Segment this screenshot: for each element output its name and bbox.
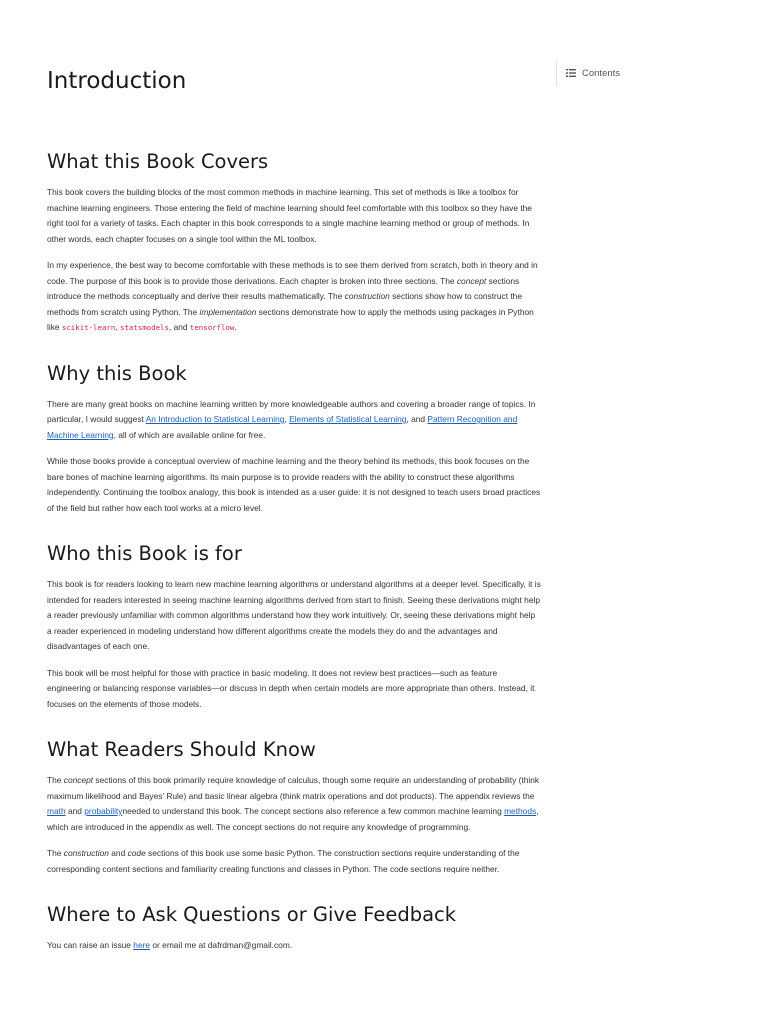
methods-link[interactable]: methods [504, 806, 537, 816]
scikit-learn-code: scikit-learn [61, 323, 116, 332]
construction-term: construction [344, 291, 390, 301]
tensorflow-code: tensorflow [189, 323, 235, 332]
covers-paragraph-2: In my experience, the best way to become comfortable with these methods is to see them derived from scratch, both in theory and in code. The purpose of this book is to provide those derivations. Each chapter is broken into three sections. The concept sections introduce the methods conceptually and derive their results mathematically. The construction sections show how to construct the methods from scratch using Python. The implementation sections demonstrate how to apply the methods using packages in Python like scikit-learn, statsmodels, and tensorflow. [47, 260, 538, 332]
math-link[interactable]: math [47, 806, 66, 816]
implementation-term: implementation [199, 306, 257, 317]
statsmodels-code: statsmodels [119, 323, 169, 332]
contents-toggle[interactable] [556, 60, 620, 86]
article [47, 58, 541, 965]
prml-link[interactable]: Pattern Recognition and Machine Learning [47, 414, 518, 440]
know-paragraph-2: The construction and code sections of this book use some basic Python. The construction sections require understanding of the corresponding content sections and familiarity creating functions and classes in Python. The code sections require neither. [47, 848, 520, 874]
page-title: Introduction [47, 68, 187, 94]
construction-term: construction [63, 848, 109, 858]
probability-link[interactable]: probability [84, 806, 123, 816]
contents-label: Contents [582, 67, 621, 79]
section-heading-know: What Readers Should Know [47, 738, 316, 761]
section-heading-feedback: Where to Ask Questions or Give Feedback [47, 903, 457, 926]
islr-link[interactable]: An Introduction to Statistical Learning [145, 414, 285, 424]
covers-paragraph-1: This book covers the building blocks of the most common methods in machine learning. This set of methods is like a toolbox for machine learning engineers. Those entering the field of machine learning should feel comfortable with this toolbox so they have the right tool for a variety of tasks. Each chapter in this book corresponds to a single machine learning method or group of methods. In other words, each chapter focuses on a single tool within the ML toolbox. [47, 187, 532, 244]
concept-term: concept [63, 775, 94, 785]
issue-link[interactable]: here [133, 940, 151, 950]
code-term: code [127, 848, 146, 858]
who-paragraph-2: This book will be most helpful for those with practice in basic modeling. It does not review best practices—such as feature engineering or balancing response variables—or discuss in depth when certain models are more appropriate than others. Instead, it focuses on the elements of those models. [47, 667, 535, 709]
section-heading-why: Why this Book [47, 361, 187, 385]
why-paragraph-2: While those books provide a conceptual overview of machine learning and the theory behind its methods, this book focuses on the bare bones of machine learning algorithms. Its main purpose is to provide readers with the ability to construct these algorithms independently. Continuing the toolbox analogy, this book is intended as a user guide: it is not designed to teach users broad practices of the field but rather how each tool works at a micro level. [47, 456, 541, 513]
section-heading-who: Who this Book is for [47, 542, 242, 565]
esl-link[interactable]: Elements of Statistical Learning [289, 414, 407, 424]
concept-term: concept [456, 275, 487, 286]
feedback-paragraph: You can raise an issue here or email me at dafrdman@gmail.com. [47, 940, 293, 950]
section-heading-covers: What this Book Covers [47, 150, 269, 173]
why-paragraph-1: There are many great books on machine learning written by more knowledgeable authors and covering a broader range of topics. In particular, I would suggest An Introduction to Statistical Learning, Elements of Statistical Learning, and Pattern Recognition and Machine Learning, all of which are available online for free. [47, 398, 536, 440]
who-paragraph-1: This book is for readers looking to learn new machine learning algorithms or understand algorithms at a deeper level. Specifically, it is intended for readers interested in seeing machine learning algorithms derived from start to finish. Seeing these derivations might help a reader previously unfamiliar with common algorithms understand how they work intuitively. Or, seeing these derivations might help a reader experienced in modeling understand how different algorithms create the models they do and the advantages and disadvantages of each one. [47, 579, 541, 651]
know-paragraph-1: The concept sections of this book primarily require knowledge of calculus, though some require an understanding of probability (think maximum likelihood and Bayes’ Rule) and basic linear algebra (think matrix operations and dot products). The appendix reviews the math and probabilityneeded to understand this book. The concept sections also reference a few common machine learning methods, which are introduced in the appendix as well. The concept sections do not require any knowledge of programming. [47, 775, 540, 832]
list-icon [566, 69, 576, 77]
